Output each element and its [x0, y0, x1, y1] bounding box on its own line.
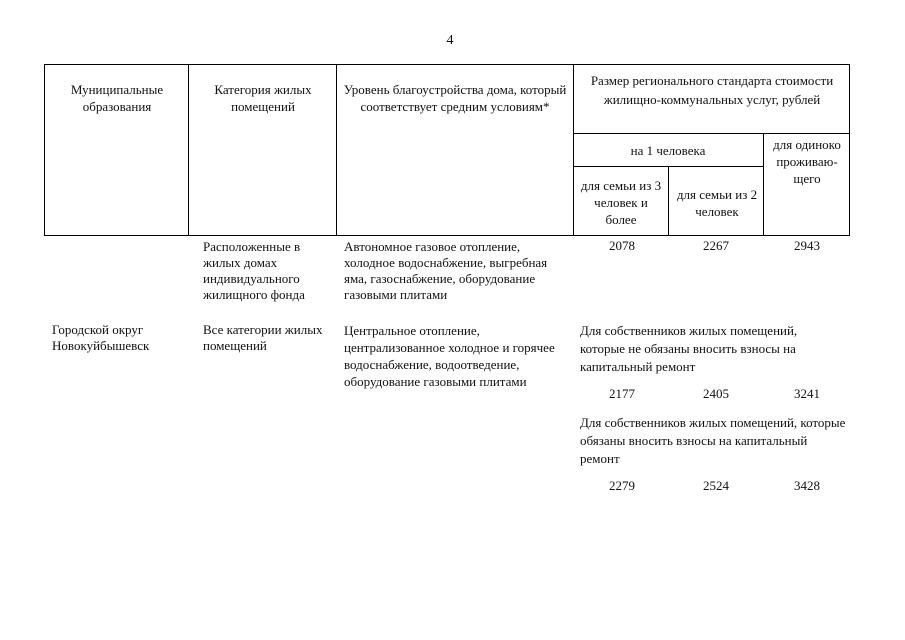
row-2-group-2-label: Для собственников жилых помещений, которые обязаны вносить взносы на капитальный ремонт	[580, 415, 846, 466]
row-2-group-2-value-family3: 2279	[609, 478, 635, 493]
header-family-2: для семьи из 2 человек	[676, 187, 758, 219]
row-1-value-family3: 2078	[609, 238, 635, 253]
header-single: для одиноко проживаю-щего	[773, 137, 841, 186]
row-1-value-single: 2943	[794, 238, 820, 253]
header-divider	[763, 133, 764, 236]
page-number: 4	[446, 33, 454, 48]
header-municipality: Муниципальные образования	[70, 82, 164, 114]
row-2-group-2-value-single: 3428	[794, 478, 820, 493]
header-category: Категория жилых помещений	[214, 82, 312, 114]
header-family-3: для семьи из 3 человек и более	[580, 178, 662, 227]
header-per-person: на 1 человека	[630, 143, 706, 158]
row-1-category: Расположенные в жилых домах индивидуального жилищного фонда	[203, 239, 305, 302]
header-divider	[573, 64, 574, 236]
header-standard-size: Размер регионального стандарта стоимости жилищно-коммунальных услуг, рублей	[590, 73, 834, 107]
row-1-value-family2: 2267	[703, 238, 729, 253]
row-2-group-1-value-family2: 2405	[703, 386, 729, 401]
header-divider	[573, 133, 850, 134]
row-2-group-1-value-family3: 2177	[609, 386, 635, 401]
header-divider	[188, 64, 189, 236]
row-2-group-1-label: Для собственников жилых помещений, которые не обязаны вносить взносы на капитальный ремонт	[580, 323, 798, 374]
row-1-amenities: Автономное газовое отопление, холодное водоснабжение, выгребная яма, газоснабжение, оборудование газовыми плитами	[344, 239, 548, 302]
row-2-group-2-value-family2: 2524	[703, 478, 729, 493]
row-2-municipality: Городской округ Новокуйбышевск	[52, 322, 150, 353]
row-2-category: Все категории жилых помещений	[203, 322, 323, 353]
row-2-amenities: Центральное отопление, централизованное холодное и горячее водоснабжение, водоотведение, оборудование газовыми плитами	[344, 323, 555, 389]
header-divider	[668, 166, 669, 236]
row-2-group-1-value-single: 3241	[794, 386, 820, 401]
header-divider	[336, 64, 337, 236]
header-amenities: Уровень благоустройства дома, который соответствует средним условиям*	[343, 82, 567, 114]
